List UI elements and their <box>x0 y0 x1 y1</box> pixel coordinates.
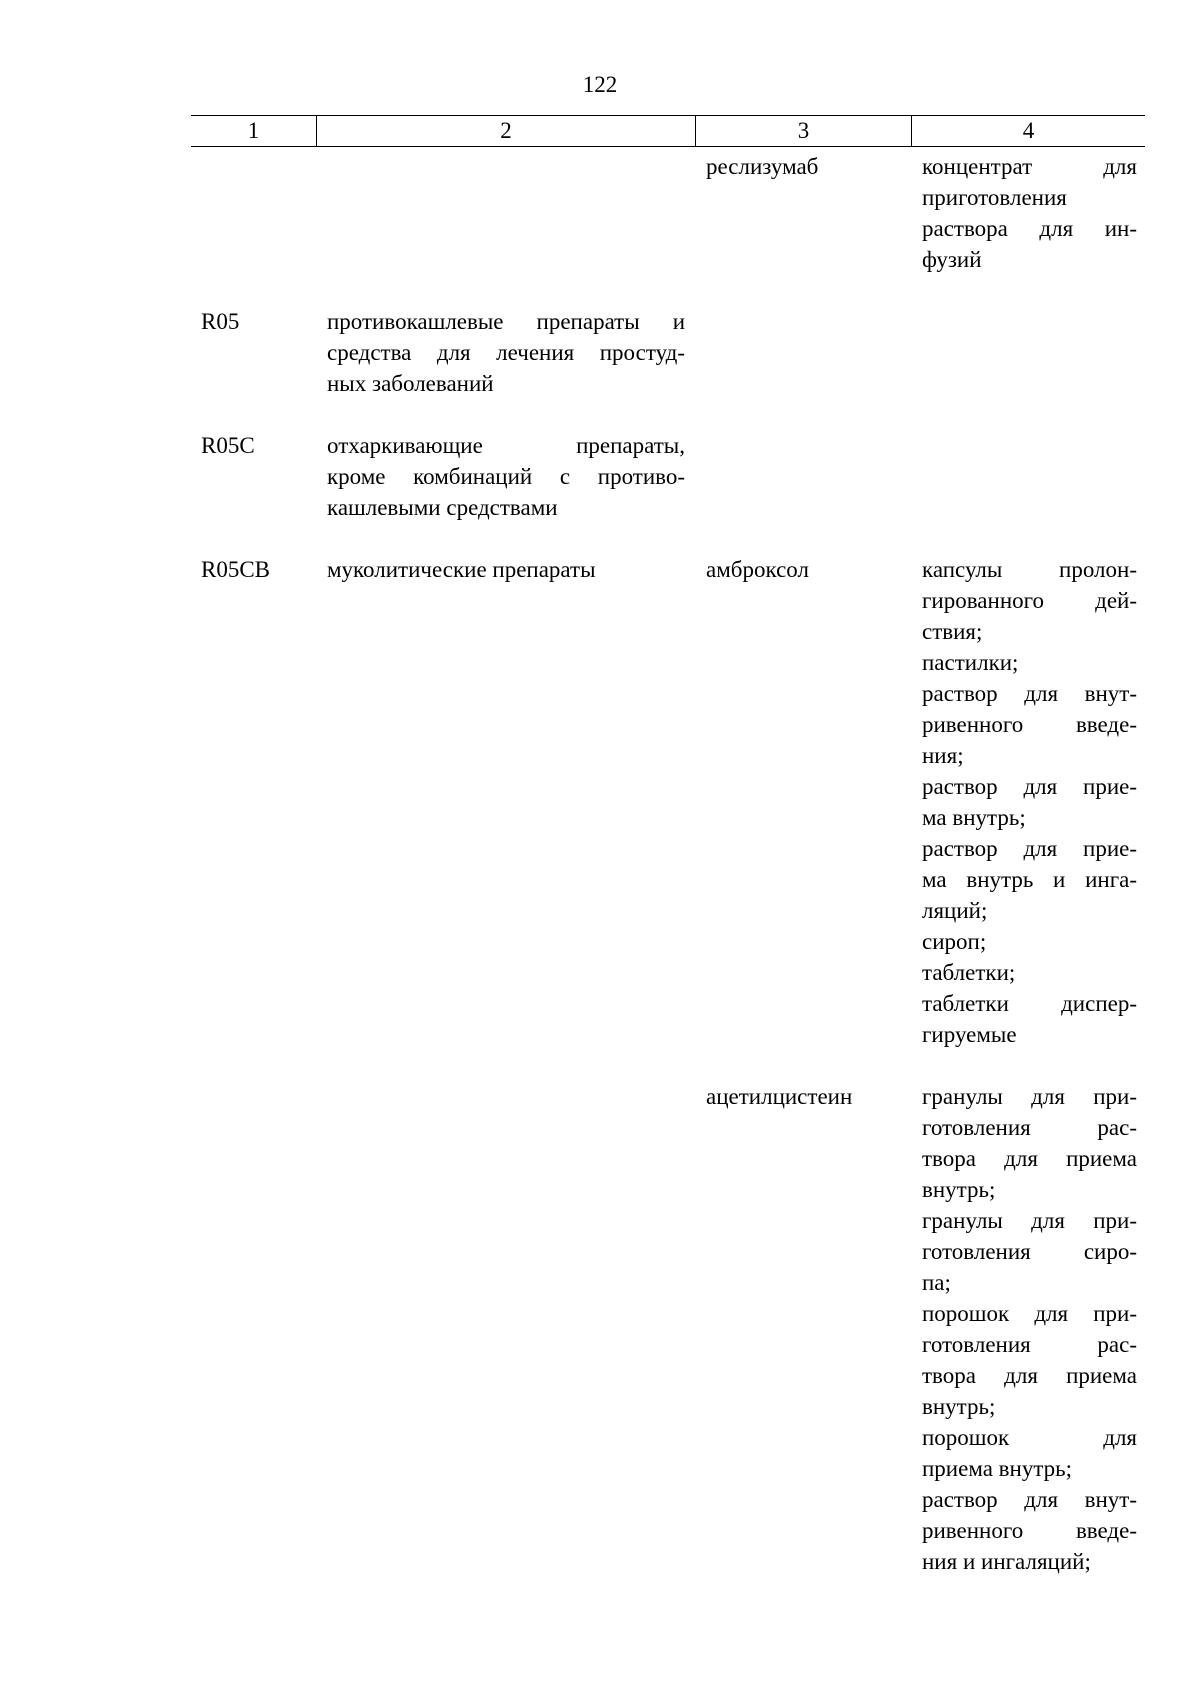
drug-name: ацетилцистеин <box>706 1084 853 1109</box>
group-name <box>316 430 695 523</box>
column-header-1: 1 <box>247 118 260 143</box>
dosage-form-line: раствор для внут- <box>922 1487 1137 1512</box>
dosage-form-line: раствора для ин- <box>922 216 1137 241</box>
atc-code: R05CB <box>201 557 271 582</box>
column-header-3: 3 <box>695 116 911 146</box>
dosage-form-line: порошок для при- <box>922 1301 1137 1326</box>
table-row <box>191 1081 1145 1577</box>
table-row <box>191 151 1145 275</box>
dosage-form-line: ма внутрь и инга- <box>922 867 1137 892</box>
atc-code: R05C <box>201 433 255 458</box>
drug-table <box>191 115 1145 1577</box>
group-name-line: кашлевыми средствами <box>327 495 558 520</box>
group-name <box>316 306 695 399</box>
atc-code: R05 <box>201 309 240 334</box>
table-header-row <box>191 115 1145 147</box>
dosage-form-line: пастилки; <box>922 650 1019 675</box>
dosage-form-line: раствор для внут- <box>922 681 1137 706</box>
group-name-line: муколитические препараты <box>327 557 596 582</box>
dosage-forms <box>911 1081 1145 1577</box>
dosage-form-line: готовления рас- <box>922 1332 1137 1357</box>
drug-name: амброксол <box>706 557 809 582</box>
dosage-form-line: сироп; <box>922 929 987 954</box>
dosage-form-line: таблетки; <box>922 960 1016 985</box>
dosage-form-line: таблетки диспер- <box>922 991 1137 1016</box>
dosage-forms <box>911 151 1145 275</box>
dosage-form-line: ляций; <box>922 898 988 923</box>
dosage-form-line: внутрь; <box>922 1177 996 1202</box>
dosage-form-line: гранулы для при- <box>922 1208 1137 1233</box>
dosage-form-line: внутрь; <box>922 1394 996 1419</box>
dosage-form-line: ривенного введе- <box>922 1518 1137 1543</box>
drug-name: реслизумаб <box>706 154 819 179</box>
group-name-line: кроме комбинаций с противо- <box>327 464 685 489</box>
dosage-form-line: приготовления <box>922 185 1067 210</box>
dosage-form-line: ривенного введе- <box>922 712 1137 737</box>
group-name <box>316 554 695 585</box>
dosage-form-line: приема внутрь; <box>922 1456 1073 1481</box>
dosage-form-line: раствор для прие- <box>922 836 1137 861</box>
group-name-line: отхаркивающие препараты, <box>327 433 685 458</box>
page-number: 122 <box>582 72 618 97</box>
group-name-line: противокашлевые препараты и <box>327 309 685 334</box>
table-row <box>191 306 1145 399</box>
dosage-form-line: раствор для прие- <box>922 774 1137 799</box>
dosage-form-line: ствия; <box>922 619 983 644</box>
dosage-form-line: гранулы для при- <box>922 1084 1137 1109</box>
dosage-form-line: концентрат для <box>922 154 1137 179</box>
group-name-line: ных заболеваний <box>327 371 494 396</box>
dosage-form-line: твора для приема <box>922 1146 1137 1171</box>
dosage-form-line: гированного дей- <box>922 588 1137 613</box>
dosage-form-line: готовления рас- <box>922 1115 1137 1140</box>
dosage-form-line: ния и ингаляций; <box>922 1549 1091 1574</box>
dosage-form-line: па; <box>922 1270 951 1295</box>
table-row <box>191 554 1145 1050</box>
dosage-form-line: порошок для <box>922 1425 1137 1450</box>
dosage-form-line: твора для приема <box>922 1363 1137 1388</box>
dosage-form-line: ма внутрь; <box>922 805 1026 830</box>
dosage-form-line: готовления сиро- <box>922 1239 1137 1264</box>
column-header-4: 4 <box>911 116 1145 146</box>
dosage-form-line: гируемые <box>922 1022 1017 1047</box>
table-row <box>191 430 1145 523</box>
column-header-2: 2 <box>316 116 695 146</box>
dosage-form-line: ния; <box>922 743 964 768</box>
group-name-line: средства для лечения простуд- <box>327 340 685 365</box>
dosage-form-line: фузий <box>922 247 982 272</box>
dosage-form-line: капсулы пролон- <box>922 557 1137 582</box>
dosage-forms <box>911 554 1145 1050</box>
